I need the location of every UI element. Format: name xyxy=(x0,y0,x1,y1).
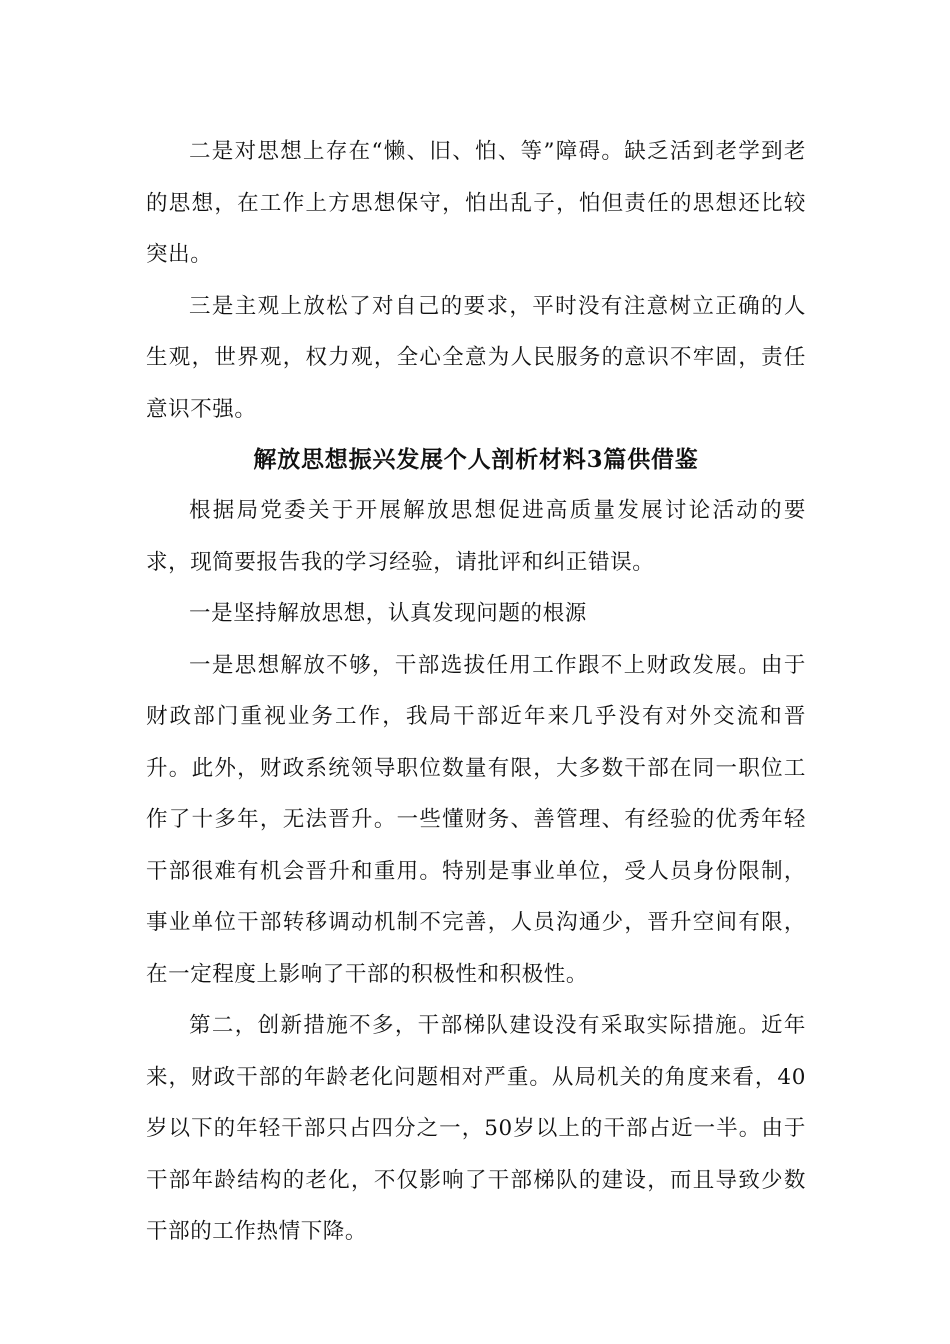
section-heading-emancipate-mind: 一是坚持解放思想，认真发现问题的根源 xyxy=(189,601,587,626)
paragraph-self-requirements: 三是主观上放松了对自己的要求，平时没有注意树立正确的人生观，世界观，权力观，全心全意为人民服务的意识不牢固，责任意识不强。 xyxy=(146,293,806,422)
document-body xyxy=(146,126,806,1258)
paragraph-introduction: 根据局党委关于开展解放思想促进高质量发展讨论活动的要求，现简要报告我的学习经验，请批评和纠正错误。 xyxy=(146,498,806,575)
paragraph-obstacles: 二是对思想上存在“懒、旧、怕、等”障碍。缺乏活到老学到老的思想，在工作上方思想保守，怕出乱子，怕但责任的思想还比较突出。 xyxy=(146,139,806,267)
paragraph-cadre-selection: 一是思想解放不够，干部选拔任用工作跟不上财政发展。由于财政部门重视业务工作，我局干部近年来几乎没有对外交流和晋升。此外，财政系统领导职位数量有限，大多数干部在同一职位工作了十多年，无法晋升。一些懂财务、善管理、有经验的优秀年轻干部很难有机会晋升和重用。特别是事业单位，受人员身份限制，事业单位干部转移调动机制不完善，人员沟通少，晋升空间有限，在一定程度上影响了干部的积极性和积极性。 xyxy=(146,652,806,987)
paragraph-cadre-echelon: 第二，创新措施不多，干部梯队建设没有采取实际措施。近年来，财政干部的年龄老化问题相对严重。从局机关的角度来看，40岁以下的年轻干部只占四分之一，50岁以上的干部占近一半。由于干部年龄结构的老化，不仅影响了干部梯队的建设，而且导致少数干部的工作热情下降。 xyxy=(146,1013,806,1244)
document-title: 解放思想振兴发展个人剖析材料3篇供借鉴 xyxy=(253,446,699,473)
